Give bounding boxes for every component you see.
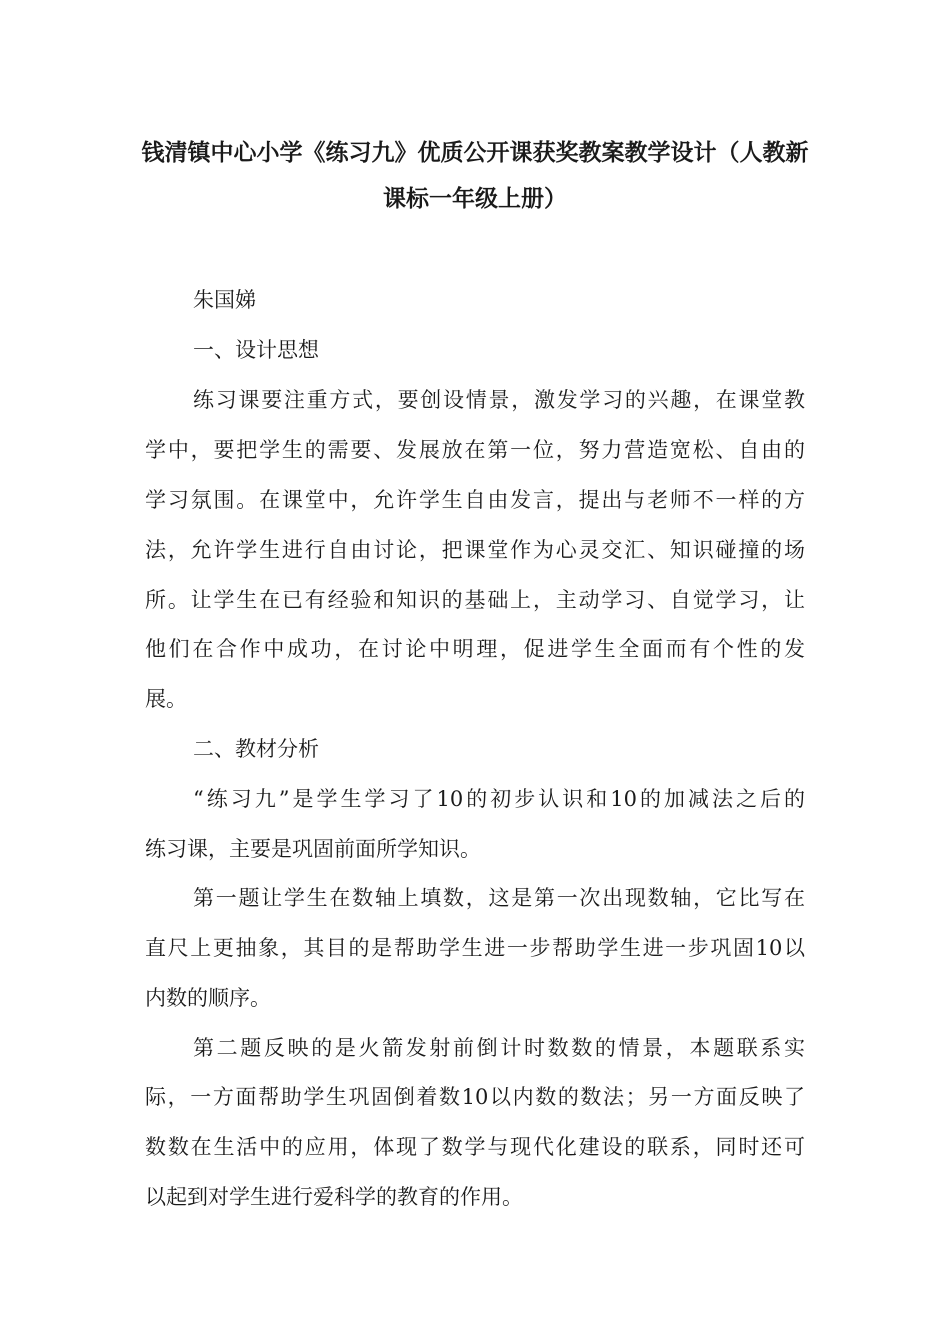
paragraph-line: 法，允许学生进行自由讨论，把课堂作为心灵交汇、知识碰撞的场 — [145, 538, 805, 562]
paragraph-line: 以起到对学生进行爱科学的教育的作用。 — [145, 1185, 523, 1209]
paragraph-line: 练习课要注重方式，要创设情景，激发学习的兴趣，在课堂教 — [193, 388, 805, 412]
paragraph-line: 学习氛围。在课堂中，允许学生自由发言，提出与老师不一样的方 — [145, 488, 805, 512]
paragraph-line: 学中，要把学生的需要、发展放在第一位，努力营造宽松、自由的 — [145, 438, 805, 462]
paragraph-line: 数数在生活中的应用，体现了数学与现代化建设的联系，同时还可 — [145, 1135, 805, 1159]
paragraph-line: 际，一方面帮助学生巩固倒着数10以内数的数法；另一方面反映了 — [145, 1085, 805, 1109]
paragraph-line: 直尺上更抽象，其目的是帮助学生进一步帮助学生进一步巩固10以 — [145, 936, 805, 960]
author-name: 朱国娣 — [193, 288, 256, 312]
paragraph-line: “练习九”是学生学习了10的初步认识和10的加减法之后的 — [193, 787, 805, 811]
paragraph-line: 第二题反映的是火箭发射前倒计时数数的情景，本题联系实 — [193, 1036, 805, 1060]
paragraph-line: 内数的顺序。 — [145, 986, 271, 1010]
paragraph-line: 第一题让学生在数轴上填数，这是第一次出现数轴，它比写在 — [193, 886, 805, 910]
paragraph-line: 展。 — [145, 687, 187, 711]
section-heading-material-analysis: 二、教材分析 — [193, 737, 319, 761]
document-title-line-1: 钱清镇中心小学《练习九》优质公开课获奖教案教学设计（人教新 — [141, 140, 809, 166]
paragraph-line: 他们在合作中成功，在讨论中明理，促进学生全面而有个性的发 — [145, 637, 805, 661]
document-title-line-2: 课标一年级上册） — [383, 186, 567, 212]
paragraph-line: 练习课，主要是巩固前面所学知识。 — [145, 837, 481, 861]
paragraph-line: 所。让学生在已有经验和知识的基础上，主动学习、自觉学习，让 — [145, 588, 805, 612]
section-heading-design-idea: 一、设计思想 — [193, 338, 319, 362]
